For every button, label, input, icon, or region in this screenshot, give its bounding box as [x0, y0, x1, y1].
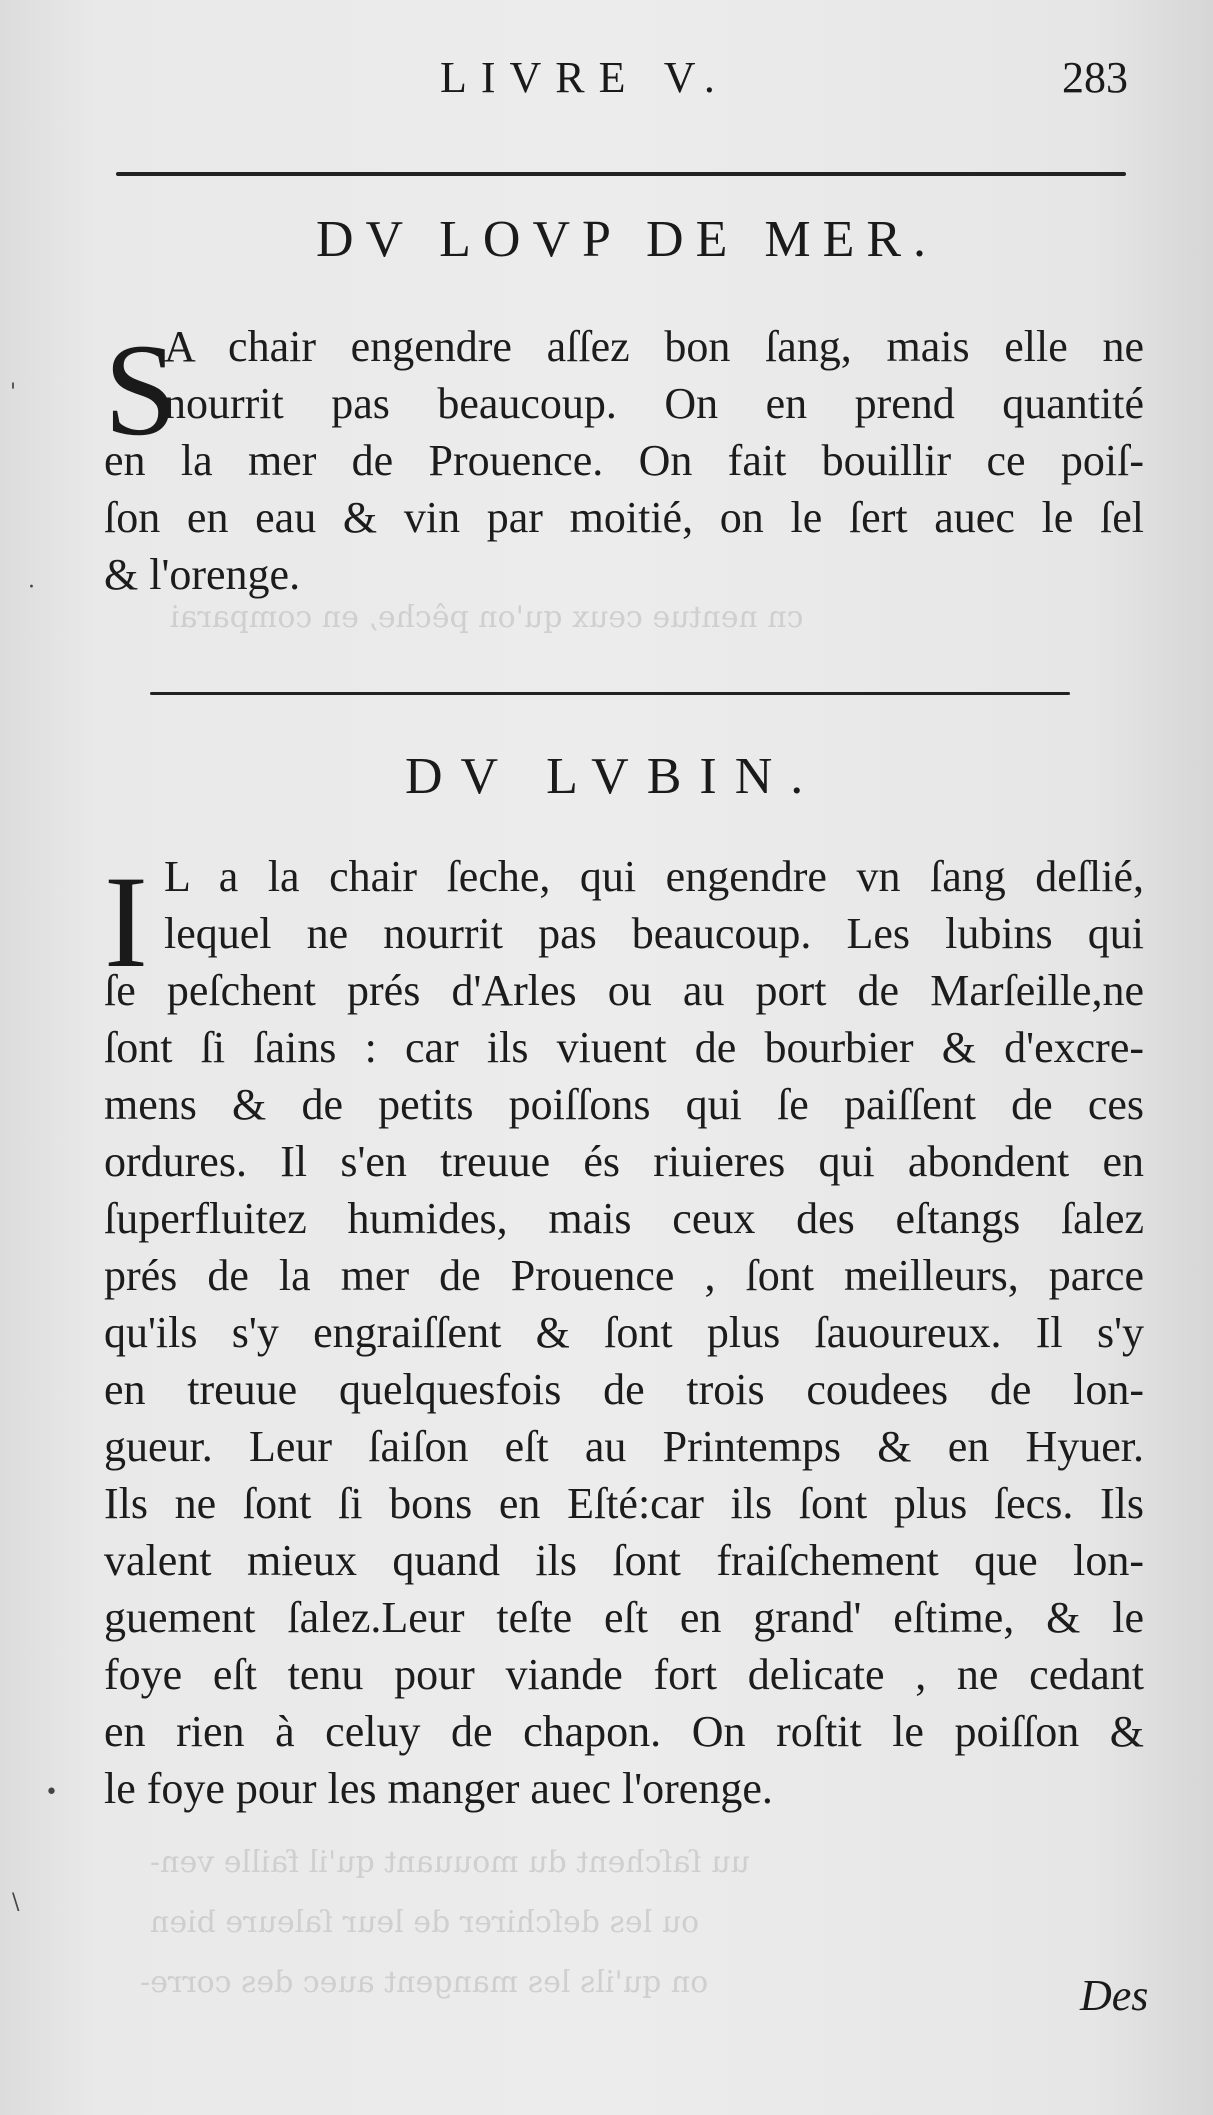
- section-heading-lubin: DV LVBIN.: [405, 748, 822, 805]
- section-body-lubin: [104, 848, 1144, 1817]
- running-title: LIVRE V.: [440, 53, 729, 102]
- bleed-through-text: ou les deſchirer de leur ſaleure bien: [150, 1905, 700, 1940]
- header-rule: [116, 172, 1126, 176]
- text-line: A chair engendre aſſez bon ſang, mais elle ne: [164, 322, 1144, 371]
- text-line: ſont ſi ſains : car ils viuent de bourbier & d'excre-: [104, 1023, 1144, 1072]
- text-line: gueur. Leur ſaiſon eſt au Printemps & en Hyuer.: [104, 1422, 1144, 1471]
- text-line: Ils ne ſont ſi bons en Eſté:car ils ſont plus ſecs. Ils: [104, 1479, 1144, 1528]
- section-heading-loup-de-mer: DV LOVP DE MER.: [316, 211, 939, 268]
- bleed-through-text: cn nentue ceux qu'on pêche, en comparai: [170, 600, 804, 635]
- text-line: foye eſt tenu pour viande fort delicate , ne cedant: [104, 1650, 1144, 1699]
- text-line: en la mer de Prouence. On fait bouillir ce poiſ-: [104, 436, 1144, 485]
- bleed-through-text: on qu'ils les mangent auec des corre-: [140, 1965, 709, 2000]
- page-number: 283: [1062, 53, 1128, 102]
- section-divider-rule: [150, 692, 1070, 695]
- ink-speck: ·: [28, 575, 35, 600]
- text-line: ſon en eau & vin par moitié, on le ſert auec le ſel: [104, 493, 1144, 542]
- ink-speck: •: [45, 1780, 58, 1805]
- text-line: & l'orenge.: [104, 550, 301, 599]
- text-line: nourrit pas beaucoup. On en prend quantité: [164, 379, 1144, 428]
- text-line: qu'ils s'y engraiſſent & ſont plus ſauoureux. Il s'y: [104, 1308, 1144, 1357]
- text-line: ſuperfluitez humides, mais ceux des eſtangs ſalez: [104, 1194, 1144, 1243]
- text-line: ordures. Il s'en treuue és riuieres qui abondent en: [104, 1137, 1144, 1186]
- ink-speck: ': [10, 380, 17, 405]
- text-line: L a la chair ſeche, qui engendre vn ſang deſlié,: [164, 852, 1144, 901]
- text-line: valent mieux quand ils ſont fraiſchement que lon-: [104, 1536, 1144, 1585]
- ink-speck: \: [12, 1890, 20, 1915]
- text-line: prés de la mer de Prouence , ſont meilleurs, parce: [104, 1251, 1144, 1300]
- section-body-loup-de-mer: [104, 318, 1144, 603]
- running-head: [0, 52, 1213, 112]
- catchword: Des: [1080, 1971, 1149, 2020]
- bleed-through-text: uu ſaſchent du mouuant qu'il faille ven-: [150, 1845, 750, 1880]
- text-line: guement ſalez.Leur teſte eſt en grand' eſtime, & le: [104, 1593, 1144, 1642]
- text-line: en treuue quelquesfois de trois coudees de lon-: [104, 1365, 1144, 1414]
- text-line: le foye pour les manger auec l'orenge.: [104, 1764, 773, 1813]
- text-line: mens & de petits poiſſons qui ſe paiſſent de ces: [104, 1080, 1144, 1129]
- drop-cap: S: [104, 316, 178, 463]
- text-line: en rien à celuy de chapon. On roſtit le poiſſon &: [104, 1707, 1144, 1756]
- text-line: ſe peſchent prés d'Arles ou au port de Marſeille,ne: [104, 966, 1144, 1015]
- drop-cap: I: [104, 848, 148, 995]
- text-line: lequel ne nourrit pas beaucoup. Les lubins qui: [164, 909, 1144, 958]
